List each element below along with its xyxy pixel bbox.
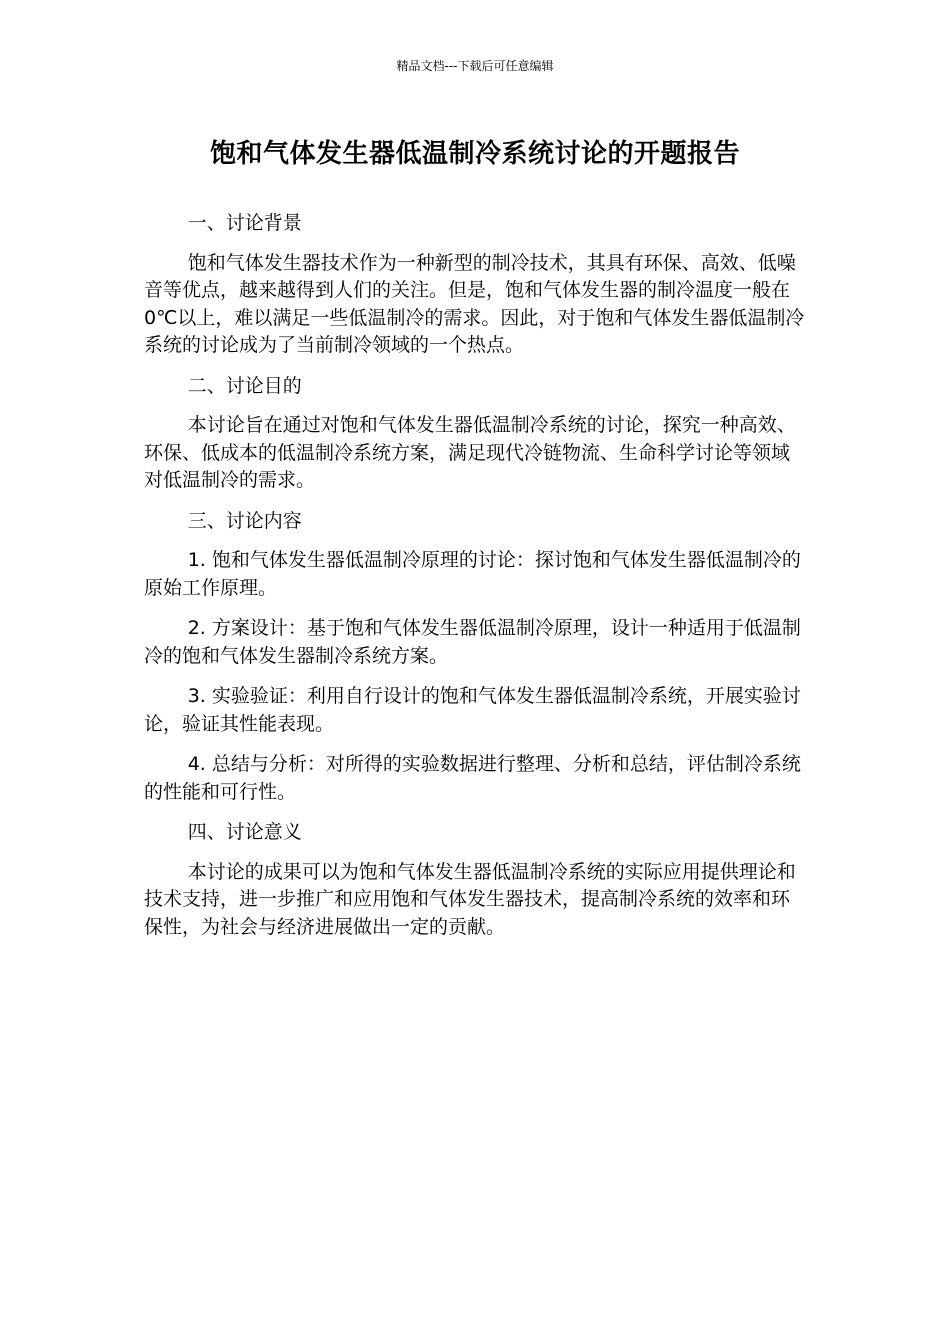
paragraph-purpose: 本讨论旨在通过对饱和气体发生器低温制冷系统的讨论，探究一种高效、环保、低成本的低温制冷系统方案，满足现代冷链物流、生命科学讨论等领域对低温制冷的需求。: [144, 414, 796, 491]
document-body: [144, 210, 808, 954]
section-heading-content: 三、讨论内容: [187, 509, 302, 532]
paragraph-significance: 本讨论的成果可以为饱和气体发生器低温制冷系统的实际应用提供理论和技术支持，进一步推广和应用饱和气体发生器技术，提高制冷系统的效率和环保性，为社会与经济进展做出一定的贡献。: [144, 860, 796, 938]
paragraph-background: 饱和气体发生器技术作为一种新型的制冷技术，其具有环保、高效、低噪音等优点，越来越得到人们的关注。但是，饱和气体发生器的制冷温度一般在 0℃以上，难以满足一些低温制冷的需求。因此，对于饱和气体发生器低温制冷系统的讨论成为了当前制冷领域的一个热点。: [144, 251, 805, 356]
section-heading-background: 一、讨论背景: [187, 212, 302, 234]
document-title: 饱和气体发生器低温制冷系统讨论的开题报告: [209, 139, 740, 169]
list-item-design: 2. 方案设计：基于饱和气体发生器低温制冷原理，设计一种适用于低温制冷的饱和气体发生器制冷系统方案。: [144, 617, 801, 667]
list-item-principle: 1. 饱和气体发生器低温制冷原理的讨论：探讨饱和气体发生器低温制冷的原始工作原理。: [144, 549, 801, 599]
list-item-summary: 4. 总结与分析：对所得的实验数据进行整理、分析和总结，评估制冷系统的性能和可行性。: [144, 753, 801, 803]
list-item-experiment: 3. 实验验证：利用自行设计的饱和气体发生器低温制冷系统，开展实验讨论，验证其性能表现。: [144, 685, 801, 735]
section-heading-significance: 四、讨论意义: [187, 821, 302, 843]
section-heading-purpose: 二、讨论目的: [187, 374, 302, 397]
page-header: 精品文档---下载后可任意编辑: [396, 59, 554, 73]
